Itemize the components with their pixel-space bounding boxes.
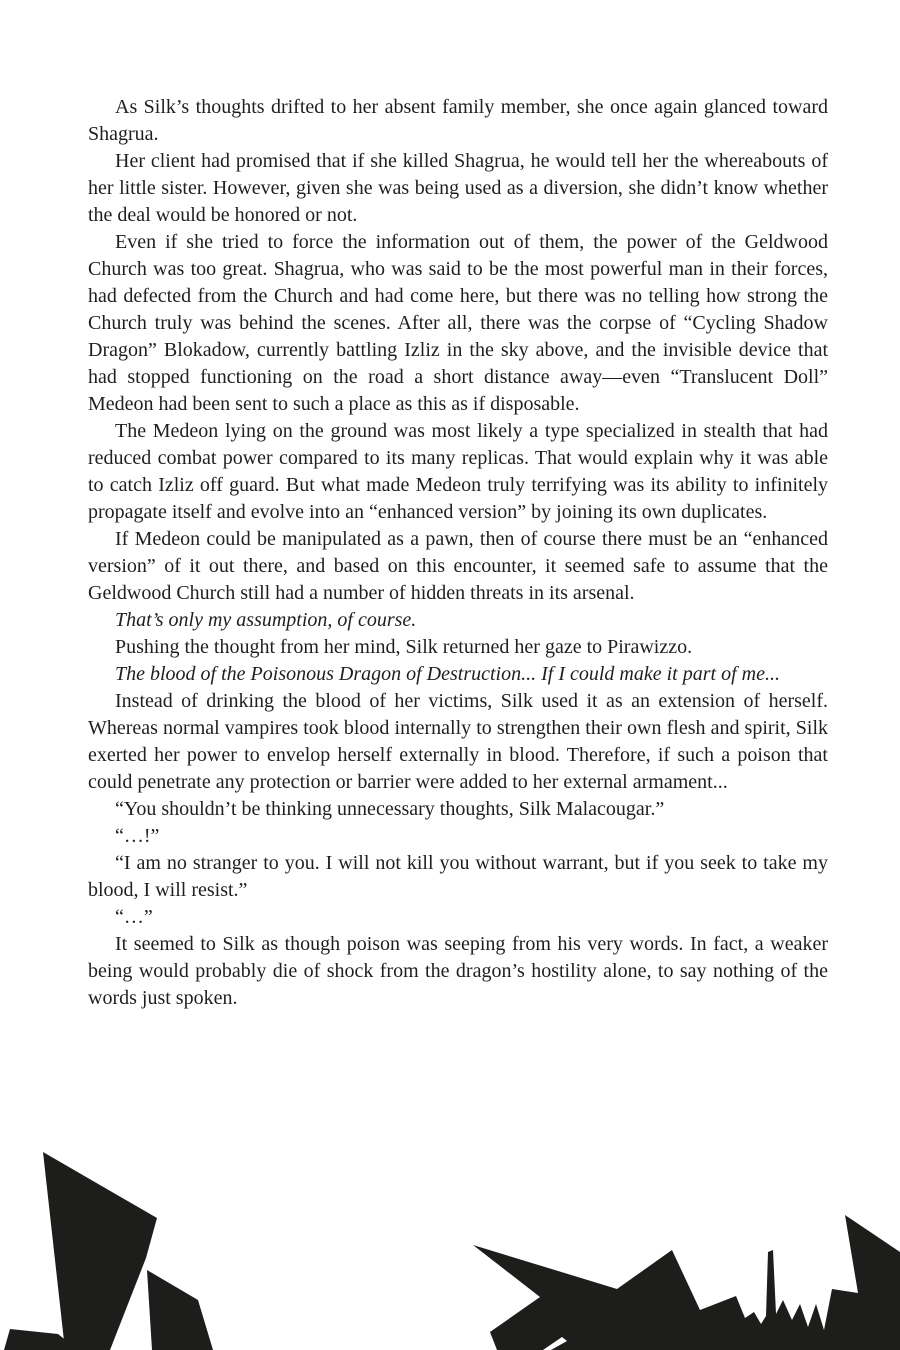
shard-left-corner bbox=[4, 1329, 78, 1350]
paragraph: “I am no stranger to you. I will not kill you without warrant, but if you seek to take my blood, I will resist.” bbox=[88, 852, 828, 901]
paragraph: The Medeon lying on the ground was most likely a type specialized in stealth that had reduced combat power compared to its many replicas. That would explain why it was able to catch Izliz off guard. But what made Medeon truly terrifying was its ability to infinitely propagate itself and evolve into an “enhanced version” by joining its own duplicates. bbox=[88, 420, 828, 523]
page-text bbox=[88, 94, 828, 1012]
paragraph: The blood of the Poisonous Dragon of Destruction... If I could make it part of me... bbox=[115, 663, 780, 685]
paragraph: “You shouldn’t be thinking unnecessary thoughts, Silk Malacougar.” bbox=[115, 798, 665, 820]
shard-left-second bbox=[147, 1270, 213, 1350]
paragraph: If Medeon could be manipulated as a pawn, then of course there must be an “enhanced version” of it out there, and based on this encounter, it seemed safe to assume that the Geldwood Church still had a number of hidden threats in its arsenal. bbox=[88, 528, 828, 604]
paragraph: “…!” bbox=[115, 825, 160, 847]
paragraph: It seemed to Silk as though poison was seeping from his very words. In fact, a weaker being would probably die of shock from the dragon’s hostility alone, to say nothing of the words just spoken. bbox=[88, 933, 828, 1009]
paragraph: “…” bbox=[115, 906, 153, 928]
paragraph: That’s only my assumption, of course. bbox=[115, 609, 417, 631]
shard-left-tall bbox=[43, 1152, 157, 1350]
paragraph: As Silk’s thoughts drifted to her absent family member, she once again glanced toward Shagrua. bbox=[88, 96, 828, 145]
paragraph: Pushing the thought from her mind, Silk returned her gaze to Pirawizzo. bbox=[115, 636, 693, 658]
paragraph: Even if she tried to force the information out of them, the power of the Geldwood Church was too great. Shagrua, who was said to be the most powerful man in their forces, had defected from the Church and had come here, but there was no telling how strong the Church truly was behind the scenes. After all, there was the corpse of “Cycling Shadow Dragon” Blokadow, currently battling Izliz in the sky above, and the invisible device that had stopped functioning on the road a short distance away—even “Translucent Doll” Medeon had been sent to such a place as this as if disposable. bbox=[88, 231, 828, 415]
shard-right-mass bbox=[473, 1215, 900, 1350]
shard-crack bbox=[543, 1337, 567, 1350]
paragraph: Her client had promised that if she killed Shagrua, he would tell her the whereabouts of her little sister. However, given she was being used as a diversion, she didn’t know whether the deal would be honored or not. bbox=[88, 150, 828, 226]
paragraph: Instead of drinking the blood of her victims, Silk used it as an extension of herself. Whereas normal vampires took blood internally to strengthen their own flesh and spirit, Silk exerted her power to envelop herself externally in blood. Therefore, if such a poison that could penetrate any protection or barrier were added to her external armament... bbox=[88, 690, 828, 793]
